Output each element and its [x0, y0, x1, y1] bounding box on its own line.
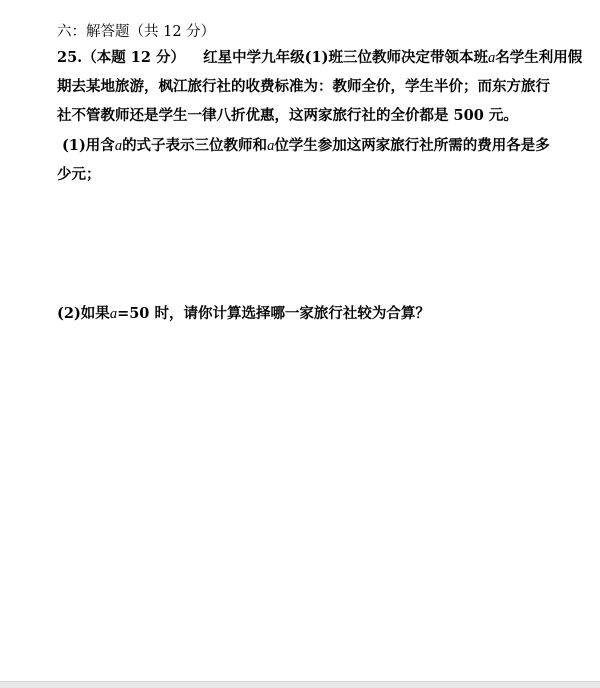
section-heading: 六：解答题（共 12 分） [57, 24, 216, 40]
problem-text: 名学生利用假 [495, 49, 583, 66]
part-2-line: (2)如果a=50 时，请你计算选择哪一家旅行社较为合算？ [57, 305, 430, 322]
page-bottom-border [0, 681, 600, 688]
variable-a: a [109, 306, 118, 322]
part-2-label: (2)如果 [57, 305, 110, 322]
variable-a: a [114, 138, 123, 154]
problem-25-line-1 [57, 48, 583, 68]
problem-text: 红星中学九年级(1)班三位教师决定带领本班 [203, 49, 488, 66]
part-1-line-1: (1)用含a的式子表示三位教师和a位学生参加这两家旅行社所需的费用各是多 [62, 137, 550, 154]
variable-a: a [267, 138, 275, 154]
part-1-line-2: 少元； [57, 166, 101, 183]
problem-number: 25.（本题 12 分） [57, 49, 186, 66]
part-1-label: (1)用含 [62, 137, 115, 154]
variable-a: a [487, 50, 496, 66]
problem-25-line-2: 期去某地旅游，枫江旅行社的收费标准为：教师全价，学生半价；而东方旅行 [57, 78, 550, 95]
problem-25-line-3: 社不管教师还是学生一律八折优惠，这两家旅行社的全价都是 500 元。 [57, 107, 518, 124]
